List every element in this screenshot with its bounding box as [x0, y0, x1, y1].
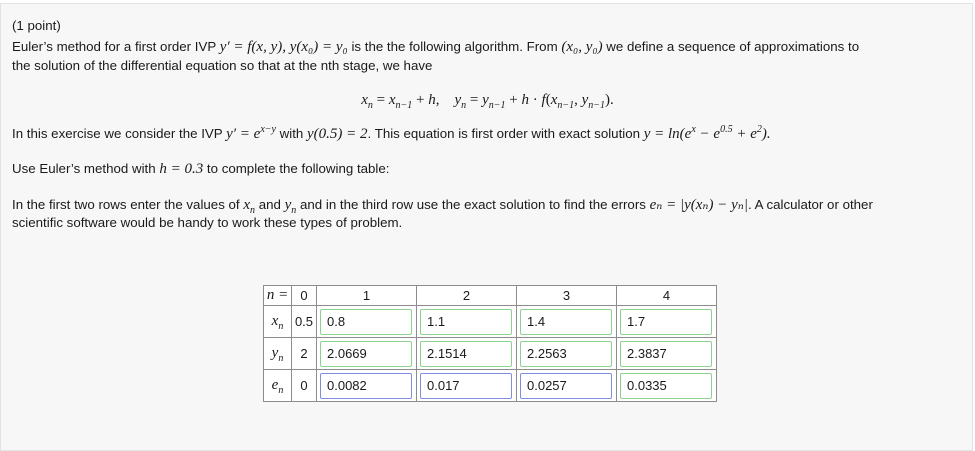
euler-table	[263, 285, 717, 402]
header-n3: 3	[517, 286, 617, 306]
y-3-input[interactable]: 2.2563	[520, 341, 612, 367]
ode: $y' = e^{x-y}$	[226, 124, 276, 142]
exercise-line: In this exercise we consider the IVP $y' = e^{x-y}$ with y(0.5) = 2. This equation is first order with exact solution $y = \ln(e^x - e^{0.5} + e^2)$.	[12, 124, 771, 142]
y-1-input[interactable]: 2.0669	[320, 341, 412, 367]
error-formula: eₙ = |y(xₙ) − yₙ|	[649, 197, 748, 213]
points-label: (1 point)	[12, 18, 61, 33]
x-row-label: $x_n$	[264, 306, 292, 338]
exact-solution: $y = \ln(e^x - e^{0.5} + e^2)$.	[643, 124, 771, 142]
y-2-input[interactable]: 2.1514	[420, 341, 512, 367]
table-row	[264, 306, 717, 338]
x-2-input[interactable]: 1.1	[420, 309, 512, 335]
header-n0: 0	[292, 286, 317, 306]
e-0-value: 0	[292, 370, 317, 402]
e-1-input[interactable]: 0.0082	[320, 373, 412, 399]
step-size: h = 0.3	[159, 161, 204, 177]
table-header-row	[264, 286, 717, 306]
e-2-input[interactable]: 0.017	[420, 373, 512, 399]
x-0-value: 0.5	[292, 306, 317, 338]
problem-panel	[0, 3, 973, 451]
start-point: (x₀, y₀)	[561, 39, 603, 55]
x-3-input[interactable]: 1.4	[520, 309, 612, 335]
ivp-general: y′ = f(x, y), y(x₀) = y₀	[219, 39, 348, 55]
intro-line: Euler’s method for a first order IVP y′ = f(x, y), y(x₀) = y₀ is the the following algorithm. From (x₀, y₀) we define a sequence of approximations to	[12, 39, 860, 55]
e-3-input[interactable]: 0.0257	[520, 373, 612, 399]
header-n4: 4	[617, 286, 717, 306]
use-euler-line: Use Euler’s method with h = 0.3 to complete the following table:	[12, 161, 390, 177]
y-row-label: $y_n$	[264, 338, 292, 370]
header-n1: 1	[317, 286, 417, 306]
intro-line-2: the solution of the differential equation so that at the nth stage, we have	[12, 58, 433, 73]
header-n2: 2	[417, 286, 517, 306]
rows-instruction: In the first two rows enter the values of $x_n$ and $y_n$ and in the third row use the exact solution to find the errors eₙ = |y(xₙ) − yₙ|. A calculator or other	[12, 197, 873, 216]
euler-formula: $x_n = x_{n-1} + h$, $y_n = y_{n-1} + h \cdot f(x_{n-1}$, $y_{n-1}$).	[361, 92, 614, 111]
x-4-input[interactable]: 1.7	[620, 309, 712, 335]
e-4-input[interactable]: 0.0335	[620, 373, 712, 399]
e-row-label: $e_n$	[264, 370, 292, 402]
x-1-input[interactable]: 0.8	[320, 309, 412, 335]
header-label: n =	[264, 286, 292, 306]
y-4-input[interactable]: 2.3837	[620, 341, 712, 367]
table-row	[264, 338, 717, 370]
rows-instruction-2: scientific software would be handy to work these types of problem.	[12, 215, 403, 230]
table-row	[264, 370, 717, 402]
initial-condition: y(0.5) = 2	[307, 126, 368, 142]
y-0-value: 2	[292, 338, 317, 370]
